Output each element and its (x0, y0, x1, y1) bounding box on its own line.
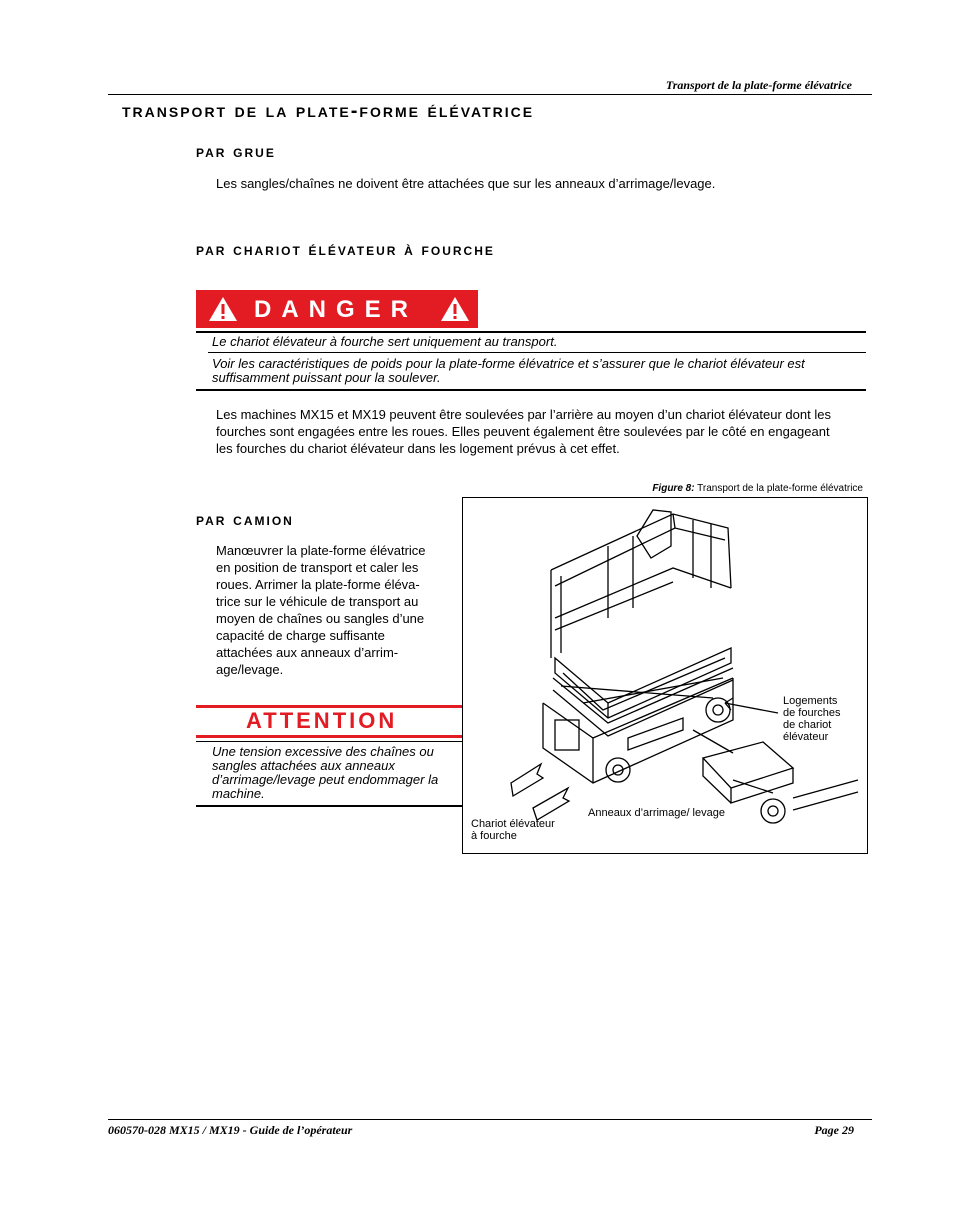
label-line: de fourches (783, 707, 841, 719)
footer-rule (108, 1119, 872, 1120)
label-line: de chariot (783, 719, 832, 731)
forklift-heading: par chariot élévateur à fourche (196, 240, 495, 259)
attention-line: d’arrimage/levage peut endommager la (212, 772, 439, 787)
danger-banner (196, 290, 478, 328)
header-rule (108, 94, 872, 95)
footer-doc: 060570-028 MX15 / MX19 - Guide de l’opérateur (108, 1123, 353, 1137)
warning-triangle-icon (440, 296, 470, 322)
danger-rule-top (196, 331, 866, 333)
danger-line-2: Voir les caractéristiques de poids pour la plate-forme élévatrice et s’assurer que le chariot élévateur est (212, 356, 805, 371)
danger-label: DANGER (254, 296, 419, 323)
attention-text (212, 745, 438, 801)
scissor-lift-illustration (463, 498, 867, 853)
attention-line: machine. (212, 786, 265, 801)
crane-text: Les sangles/chaînes ne doivent être attachées que sur les anneaux d’arrimage/levage. (216, 176, 716, 191)
attention-line: sangles attachées aux anneaux (212, 758, 395, 773)
danger-line-3: suffisamment puissant pour la soulever. (212, 370, 441, 385)
body-line: attachées aux anneaux d’arrim- (216, 645, 399, 660)
forklift-body-2: fourches sont engagées entre les roues. Elles peuvent également être soulevées par le côté en engageant (216, 424, 830, 439)
footer-page: Page 29 (814, 1123, 854, 1137)
danger-divider (208, 352, 866, 353)
section-title: transport de la plate-forme élévatrice (122, 100, 535, 122)
body-line: capacité de charge suffisante (216, 628, 385, 643)
label-line: à fourche (471, 830, 517, 842)
running-header: Transport de la plate-forme élévatrice (665, 78, 852, 92)
forklift-body-1: Les machines MX15 et MX19 peuvent être soulevées par l’arrière au moyen d’un chariot élévateur dont les (216, 407, 831, 422)
label-line: Logements (783, 695, 838, 707)
label-line: élévateur (783, 731, 829, 743)
body-line: trice sur le véhicule de transport au (216, 594, 419, 609)
body-line: moyen de chaînes ou sangles d’une (216, 611, 425, 626)
danger-line-1: Le chariot élévateur à fourche sert uniquement au transport. (212, 334, 558, 349)
forklift-body-3: les fourches du chariot élévateur dans les logement prévus à cet effet. (216, 441, 620, 456)
truck-body (216, 542, 426, 678)
truck-heading: par camion (196, 510, 294, 529)
attention-label: ATTENTION (246, 708, 398, 733)
attention-rule-top (196, 741, 462, 742)
label-fork-pockets (783, 695, 840, 743)
danger-rule-bottom (196, 389, 866, 391)
figure-caption (652, 483, 863, 494)
label-line: Chariot élévateur (471, 818, 555, 830)
crane-heading: par grue (196, 142, 276, 161)
body-line: roues. Arrimer la plate-forme éléva- (216, 577, 420, 592)
attention-rule-bottom (196, 805, 462, 807)
attention-line: Une tension excessive des chaînes ou (212, 744, 434, 759)
body-line: en position de transport et caler les (216, 560, 419, 575)
body-line: age/levage. (216, 662, 284, 677)
attention-bar-bottom (196, 735, 462, 738)
warning-triangle-icon (208, 296, 238, 322)
label-tie-down: Anneaux d’arrimage/ levage (588, 807, 725, 819)
figure-number: Figure 8: (652, 483, 695, 494)
figure-frame (462, 497, 868, 854)
label-forklift (471, 818, 555, 842)
body-line: Manœuvrer la plate-forme élévatrice (216, 543, 426, 558)
figure-caption-text: Transport de la plate-forme élévatrice (697, 483, 863, 494)
